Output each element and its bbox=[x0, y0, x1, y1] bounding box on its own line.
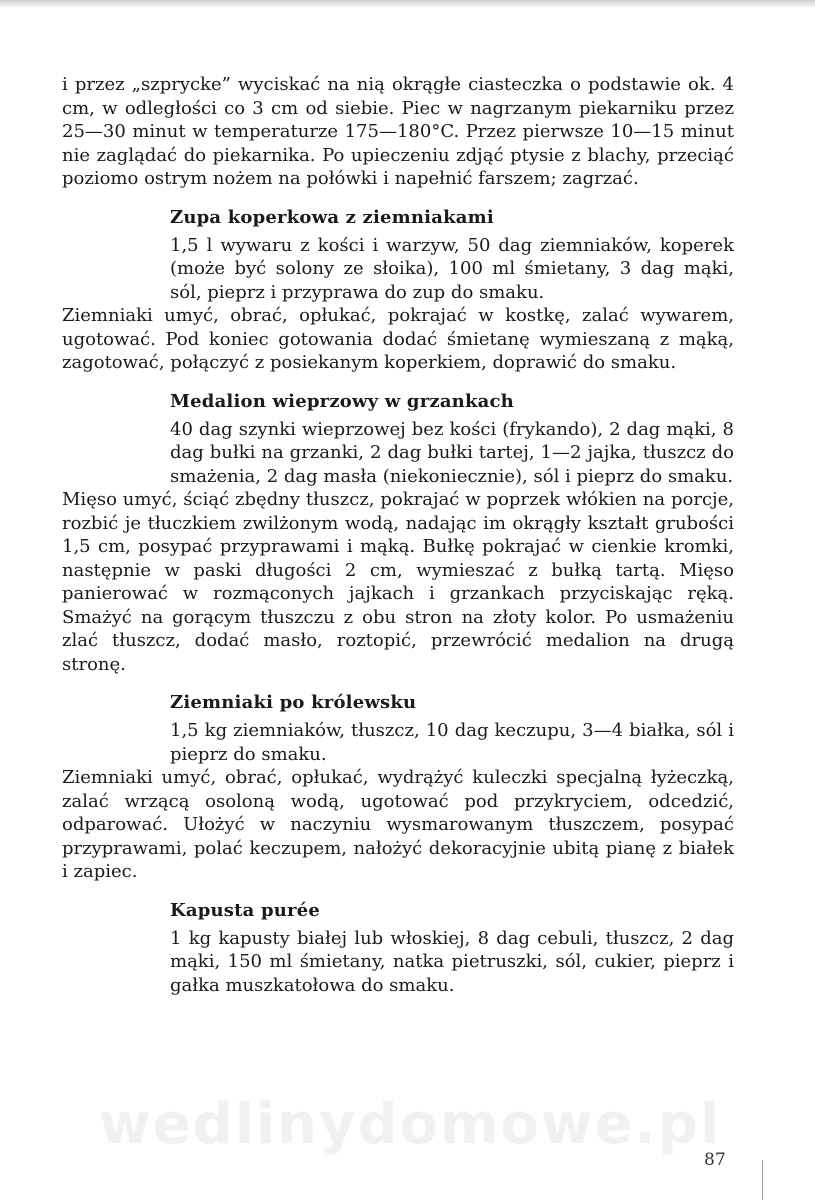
scan-edge-line bbox=[762, 1160, 763, 1200]
watermark: wedlinydomowe.pl bbox=[98, 1092, 722, 1157]
intro-paragraph: i przez „szprycke” wyciskać na nią okrągłe ciasteczka o podstawie ok. 4 cm, w odległości co 3 cm od siebie. Piec w nagrzanym piekarniku przez 25—30 minut w temperaturze 175—180°C. Przez pierwsze 10—15 minut nie zaglądać do piekarnika. Po upieczeniu zdjąć ptysie z blachy, przeciąć poziomo ostrym nożem na połówki i napełnić farszem; zagrzać. bbox=[62, 74, 734, 189]
recipe-ziemniaki-po-krolewsku bbox=[62, 691, 734, 884]
recipe-kapusta-puree bbox=[62, 899, 734, 998]
recipe-ingredients: 40 dag szynki wieprzowej bez kości (frykando), 2 dag mąki, 8 dag bułki na grzanki, 2 dag bułki tartej, 1—2 jajka, tłuszcz do smażenia, 2 dag masła (niekoniecznie), sól i pieprz do smaku. bbox=[170, 418, 734, 487]
recipe-method: Ziemniaki umyć, obrać, opłukać, wydrążyć kuleczki specjalną łyżeczką, zalać wrzącą osoloną wodą, ugotować pod przykryciem, odcedzić, odparować. Ułożyć w naczyniu wysmarowanym tłuszczem, posypać przyprawami, polać keczupem, nałożyć dekoracyjnie ubitą pianę z białek i zapiec. bbox=[62, 767, 734, 882]
recipe-title: Medalion wieprzowy w grzankach bbox=[170, 390, 514, 412]
recipe-zupa-koperkowa bbox=[62, 206, 734, 375]
page-body bbox=[62, 73, 734, 997]
scan-top-edge bbox=[0, 0, 815, 8]
recipe-ingredients: 1,5 kg ziemniaków, tłuszcz, 10 dag keczupu, 3—4 białka, sól i pieprz do smaku. bbox=[170, 720, 734, 765]
recipe-ingredients: 1,5 l wywaru z kości i warzyw, 50 dag ziemniaków, koperek (może być solony ze słoika), 100 ml śmietany, 3 dag mąki, sól, pieprz i przyprawa do zup do smaku. bbox=[170, 234, 734, 303]
recipe-title: Zupa koperkowa z ziemniakami bbox=[170, 206, 494, 228]
page-number: 87 bbox=[704, 1150, 726, 1170]
recipe-medalion-wieprzowy bbox=[62, 390, 734, 677]
recipe-method: Ziemniaki umyć, obrać, opłukać, pokrajać w kostkę, zalać wywarem, ugotować. Pod koniec gotowania dodać śmietanę wymieszaną z mąką, zagotować, połączyć z posiekanym koperkiem, doprawić do smaku. bbox=[62, 305, 734, 373]
recipe-title: Kapusta purée bbox=[170, 899, 321, 921]
recipe-title: Ziemniaki po królewsku bbox=[170, 692, 417, 713]
recipe-ingredients: 1 kg kapusty białej lub włoskiej, 8 dag cebuli, tłuszcz, 2 dag mąki, 150 ml śmietany, natka pietruszki, sól, cukier, pieprz i gałka muszkatołowa do smaku. bbox=[170, 927, 734, 996]
recipe-method: Mięso umyć, ściąć zbędny tłuszcz, pokrajać w poprzek włókien na porcje, rozbić je tłuczkiem zwilżonym wodą, nadając im okrągły kształt grubości 1,5 cm, posypać przyprawami i mąką. Bułkę pokrajać w cienkie kromki, następnie w paski długości 2 cm, wymieszać z bułką tartą. Mięso panierować w rozmąconych jajkach i grzankach przyciskając ręką. Smażyć na gorącym tłuszczu z obu stron na złoty kolor. Po usmażeniu zlać tłuszcz, dodać masło, roztopić, przewrócić medalion na drugą stronę. bbox=[62, 489, 734, 675]
